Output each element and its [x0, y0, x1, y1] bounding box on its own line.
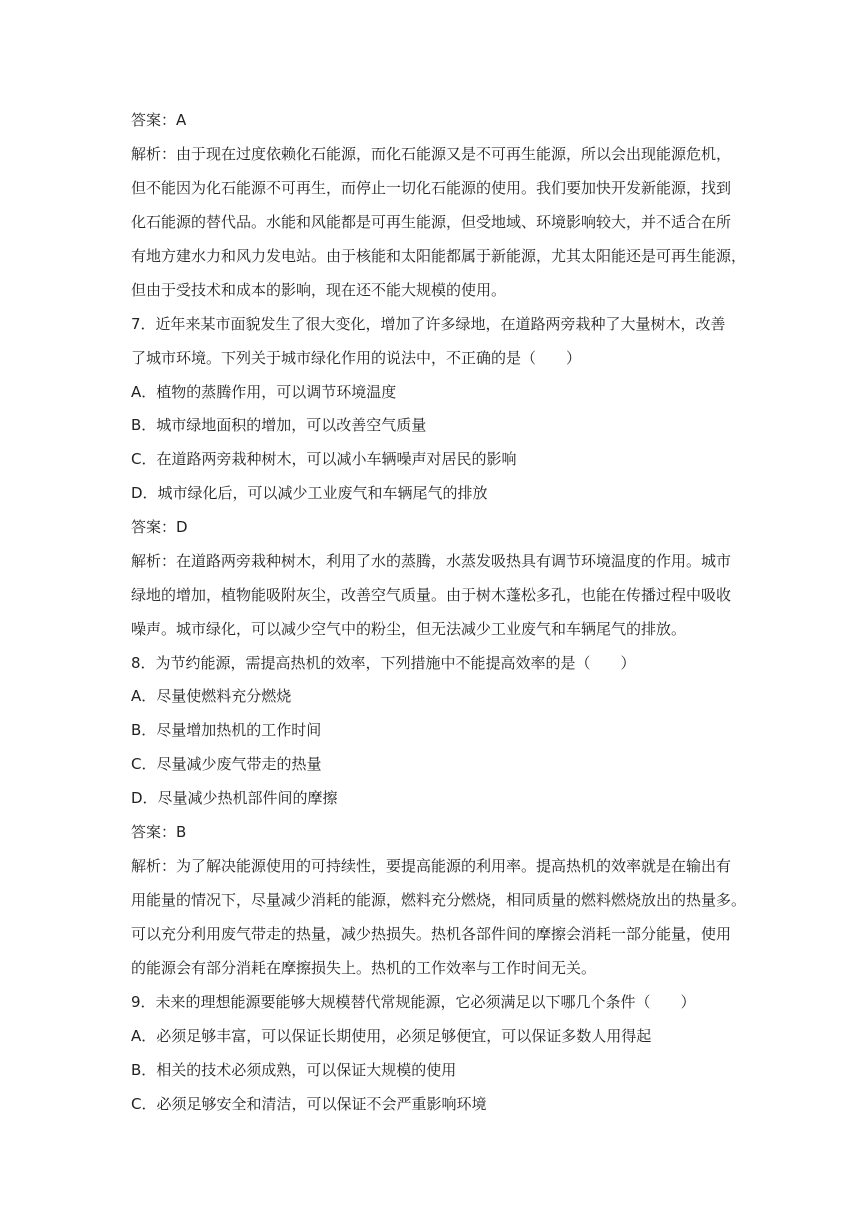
analysis-7-line-2: 绿地的增加，植物能吸附灰尘，改善空气质量。由于树木蓬松多孔，也能在传播过程中吸收 — [131, 586, 732, 604]
question-8-option-c: C．尽量减少废气带走的热量 — [131, 755, 322, 773]
analysis-8-line-4: 的能源会有部分消耗在摩擦损失上。热机的工作效率与工作时间无关。 — [131, 959, 597, 977]
question-7-option-b: B．城市绿地面积的增加，可以改善空气质量 — [131, 416, 427, 434]
question-9-option-b: B．相关的技术必须成熟，可以保证大规模的使用 — [131, 1061, 457, 1079]
analysis-6-line-1: 解析：由于现在过度依赖化石能源，而化石能源又是不可再生能源，所以会出现能源危机， — [131, 145, 732, 163]
analysis-7-line-3: 噪声。城市绿化，可以减少空气中的粉尘，但无法减少工业废气和车辆尾气的排放。 — [131, 620, 687, 638]
question-7-option-a: A．植物的蒸腾作用，可以调节环境温度 — [131, 383, 397, 401]
question-7-option-d: D．城市绿化后，可以减少工业废气和车辆尾气的排放 — [131, 484, 488, 502]
analysis-8-line-2: 用能量的情况下，尽量减少消耗的能源，燃料充分燃烧，相同质量的燃料燃烧放出的热量多。 — [131, 891, 747, 909]
analysis-8-line-3: 可以充分利用废气带走的热量，减少热损失。热机各部件间的摩擦会消耗一部分能量，使用 — [131, 925, 732, 943]
analysis-6-line-2: 但不能因为化石能源不可再生，而停止一切化石能源的使用。我们要加快开发新能源，找到 — [131, 179, 732, 197]
question-8-option-d: D．尽量减少热机部件间的摩擦 — [131, 789, 338, 807]
answer-6: 答案：A — [131, 111, 187, 129]
analysis-6-line-4: 有地方建水力和风力发电站。由于核能和太阳能都属于新能源，尤其太阳能还是可再生能源， — [131, 247, 747, 265]
question-8-option-b: B．尽量增加热机的工作时间 — [131, 721, 322, 739]
analysis-8-line-1: 解析：为了解决能源使用的可持续性，要提高能源的利用率。提高热机的效率就是在输出有 — [131, 857, 732, 875]
answer-8: 答案：B — [131, 823, 187, 841]
question-9-option-c: C．必须足够安全和清洁，可以保证不会严重影响环境 — [131, 1095, 487, 1113]
analysis-6-line-3: 化石能源的替代品。水能和风能都是可再生能源，但受地域、环境影响较大，并不适合在所 — [131, 213, 732, 231]
question-7-option-c: C．在道路两旁栽种树木，可以减小车辆噪声对居民的影响 — [131, 450, 517, 468]
analysis-7-line-1: 解析：在道路两旁栽种树木，利用了水的蒸腾，水蒸发吸热具有调节环境温度的作用。城市 — [131, 552, 732, 570]
answer-7: 答案：D — [131, 518, 188, 536]
question-9: 9．未来的理想能源要能够大规模替代常规能源，它必须满足以下哪几个条件（ ） — [131, 993, 696, 1011]
question-8-option-a: A．尽量使燃料充分燃烧 — [131, 687, 292, 705]
question-9-option-a: A．必须足够丰富，可以保证长期使用，必须足够便宜，可以保证多数人用得起 — [131, 1027, 652, 1045]
question-7-line-1: 7．近年来某市面貌发生了很大变化，增加了许多绿地，在道路两旁栽种了大量树木，改善 — [131, 315, 726, 333]
question-8: 8．为节约能源，需提高热机的效率，下列措施中不能提高效率的是（ ） — [131, 654, 636, 672]
question-7-line-2: 了城市环境。下列关于城市绿化作用的说法中，不正确的是（ ） — [131, 349, 582, 367]
analysis-6-line-5: 但由于受技术和成本的影响，现在还不能大规模的使用。 — [131, 281, 507, 299]
